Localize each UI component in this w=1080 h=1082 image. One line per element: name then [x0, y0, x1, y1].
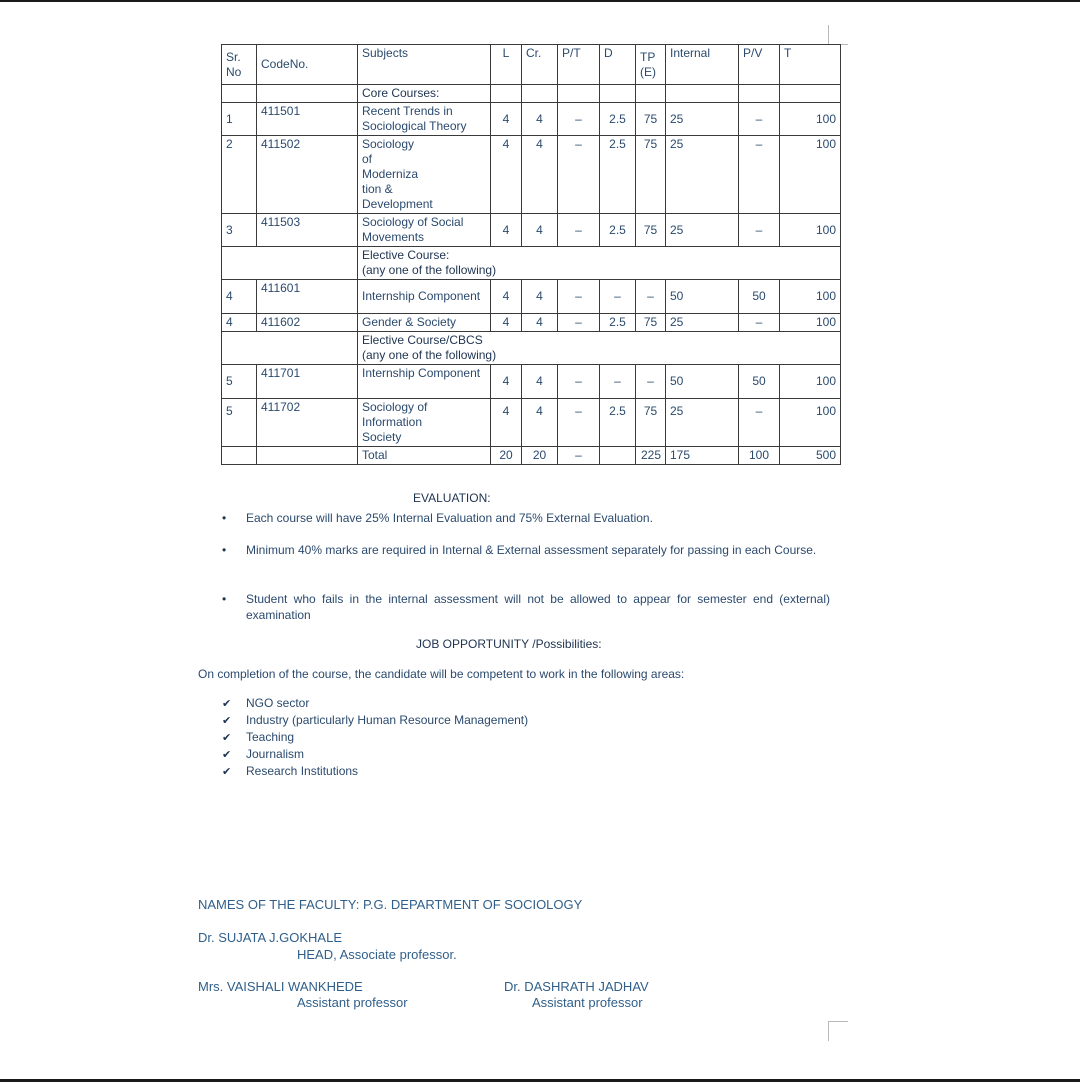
faculty-name: Mrs. VAISHALI WANKHEDE — [198, 979, 363, 994]
bullet-icon: • — [222, 543, 227, 557]
header-l: L — [491, 45, 522, 85]
table-header-row — [222, 45, 841, 85]
table-total-row: Total 20 20 – 225 175 100 500 — [222, 447, 841, 465]
checkmark-icon: ✔ — [222, 749, 232, 761]
header-pv: P/V — [739, 45, 780, 85]
table-row: 5 411702 Sociology of Information Society 4 4 – 2.5 75 25 – 100 — [222, 399, 841, 447]
elective-course-label: Elective Course: (any one of the following) — [358, 247, 841, 280]
job-intro-text: On completion of the course, the candidate will be competent to work in the following areas: — [198, 667, 685, 681]
table-row — [222, 332, 841, 365]
table-row: 2 411502 Sociology of Moderniza tion & Development 4 4 – 2.5 75 25 – 100 — [222, 136, 841, 214]
header-code: CodeNo. — [257, 45, 358, 85]
faculty-name: Dr. DASHRATH JADHAV — [504, 979, 649, 994]
crop-mark-bottom-right — [828, 1021, 829, 1041]
checkmark-icon: ✔ — [222, 766, 232, 778]
evaluation-point: Each course will have 25% Internal Evaluation and 75% External Evaluation. — [246, 511, 653, 525]
job-area-item: NGO sector — [246, 696, 310, 710]
checkmark-icon: ✔ — [222, 732, 232, 744]
header-cr: Cr. — [522, 45, 558, 85]
table-row — [222, 247, 841, 280]
faculty-title: Assistant professor — [297, 995, 408, 1010]
core-courses-label: Core Courses: — [358, 85, 491, 103]
header-sr: Sr. No — [222, 45, 257, 85]
faculty-title: Assistant professor — [532, 995, 643, 1010]
elective-cbcs-label: Elective Course/CBCS (any one of the following) — [358, 332, 841, 365]
job-opportunity-heading: JOB OPPORTUNITY /Possibilities: — [416, 637, 602, 651]
syllabus-table — [221, 44, 841, 465]
job-area-item: Journalism — [246, 747, 305, 761]
evaluation-point: Minimum 40% marks are required in Internal & External assessment separately for passing in each Course. — [246, 543, 817, 557]
checkmark-icon: ✔ — [222, 698, 232, 710]
table-row: 3 411503 Sociology of Social Movements 4 4 – 2.5 75 25 – 100 — [222, 214, 841, 247]
header-d: D — [600, 45, 636, 85]
faculty-heading: NAMES OF THE FACULTY: P.G. DEPARTMENT OF SOCIOLOGY — [198, 897, 583, 912]
job-area-item: Teaching — [246, 730, 295, 744]
header-pt: P/T — [558, 45, 600, 85]
bullet-icon: • — [222, 592, 227, 606]
crop-mark-bottom-right-h — [828, 1021, 848, 1022]
table-row: 5 411701 Internship Component 4 4 – – – 50 50 100 — [222, 365, 841, 399]
bullet-icon: • — [222, 511, 227, 525]
evaluation-point: Student who fails in the internal assessment will not be allowed to appear for semester end (external) examination — [246, 592, 830, 622]
header-t: T — [780, 45, 841, 85]
header-tp: TP (E) — [636, 45, 666, 85]
page-top-border — [0, 0, 1080, 2]
job-area-item: Industry (particularly Human Resource Management) — [246, 713, 529, 727]
header-subjects: Subjects — [358, 45, 491, 85]
table-row: 4 411601 Internship Component 4 4 – – – 50 50 100 — [222, 280, 841, 314]
job-area-item: Research Institutions — [246, 764, 359, 778]
evaluation-heading: EVALUATION: — [413, 491, 491, 505]
faculty-title: HEAD, Associate professor. — [297, 947, 457, 962]
faculty-name: Dr. SUJATA J.GOKHALE — [198, 930, 342, 945]
table-row — [222, 85, 841, 103]
table-row: 1 411501 Recent Trends in Sociological Theory 4 4 – 2.5 75 25 – 100 — [222, 103, 841, 136]
checkmark-icon: ✔ — [222, 715, 232, 727]
header-internal: Internal — [666, 45, 739, 85]
crop-mark-top-right — [828, 25, 829, 45]
table-row: 4 411602 Gender & Society 4 4 – 2.5 75 25 – 100 — [222, 314, 841, 332]
